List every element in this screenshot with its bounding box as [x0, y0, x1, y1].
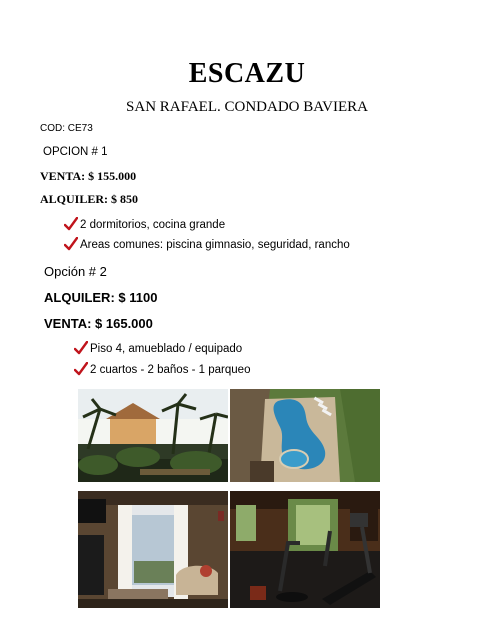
feature-text: 2 dormitorios, cocina grande [80, 219, 226, 231]
checkmark-icon [64, 217, 78, 231]
feature-item [74, 362, 250, 376]
option-1-alquiler: ALQUILER: $ 850 [40, 192, 139, 206]
feature-text: Piso 4, amueblado / equipado [90, 343, 243, 355]
option-2-label: Opción # 2 [44, 264, 107, 279]
option-2-alquiler: ALQUILER: $ 1100 [44, 290, 158, 305]
option-1-label: OPCION # 1 [43, 146, 108, 158]
page-subtitle: SAN RAFAEL. CONDADO BAVIERA [126, 99, 368, 115]
option-2-venta: VENTA: $ 165.000 [44, 316, 153, 331]
checkmark-icon [74, 341, 88, 355]
photo-pool [230, 389, 380, 482]
option-1-venta: VENTA: $ 155.000 [40, 169, 137, 183]
checkmark-icon [74, 362, 88, 376]
feature-text: Areas comunes: piscina gimnasio, seguridad, rancho [80, 239, 350, 251]
photo-living-room [78, 491, 228, 608]
checkmark-icon [64, 237, 78, 251]
feature-item [64, 217, 225, 231]
photo-garden [78, 389, 228, 482]
photo-gym [230, 491, 380, 608]
feature-text: 2 cuartos - 2 baños - 1 parqueo [90, 364, 251, 376]
feature-item [74, 341, 242, 355]
feature-item [64, 237, 350, 251]
page-title: ESCAZU [188, 58, 306, 89]
property-code: COD: CE73 [40, 123, 93, 134]
